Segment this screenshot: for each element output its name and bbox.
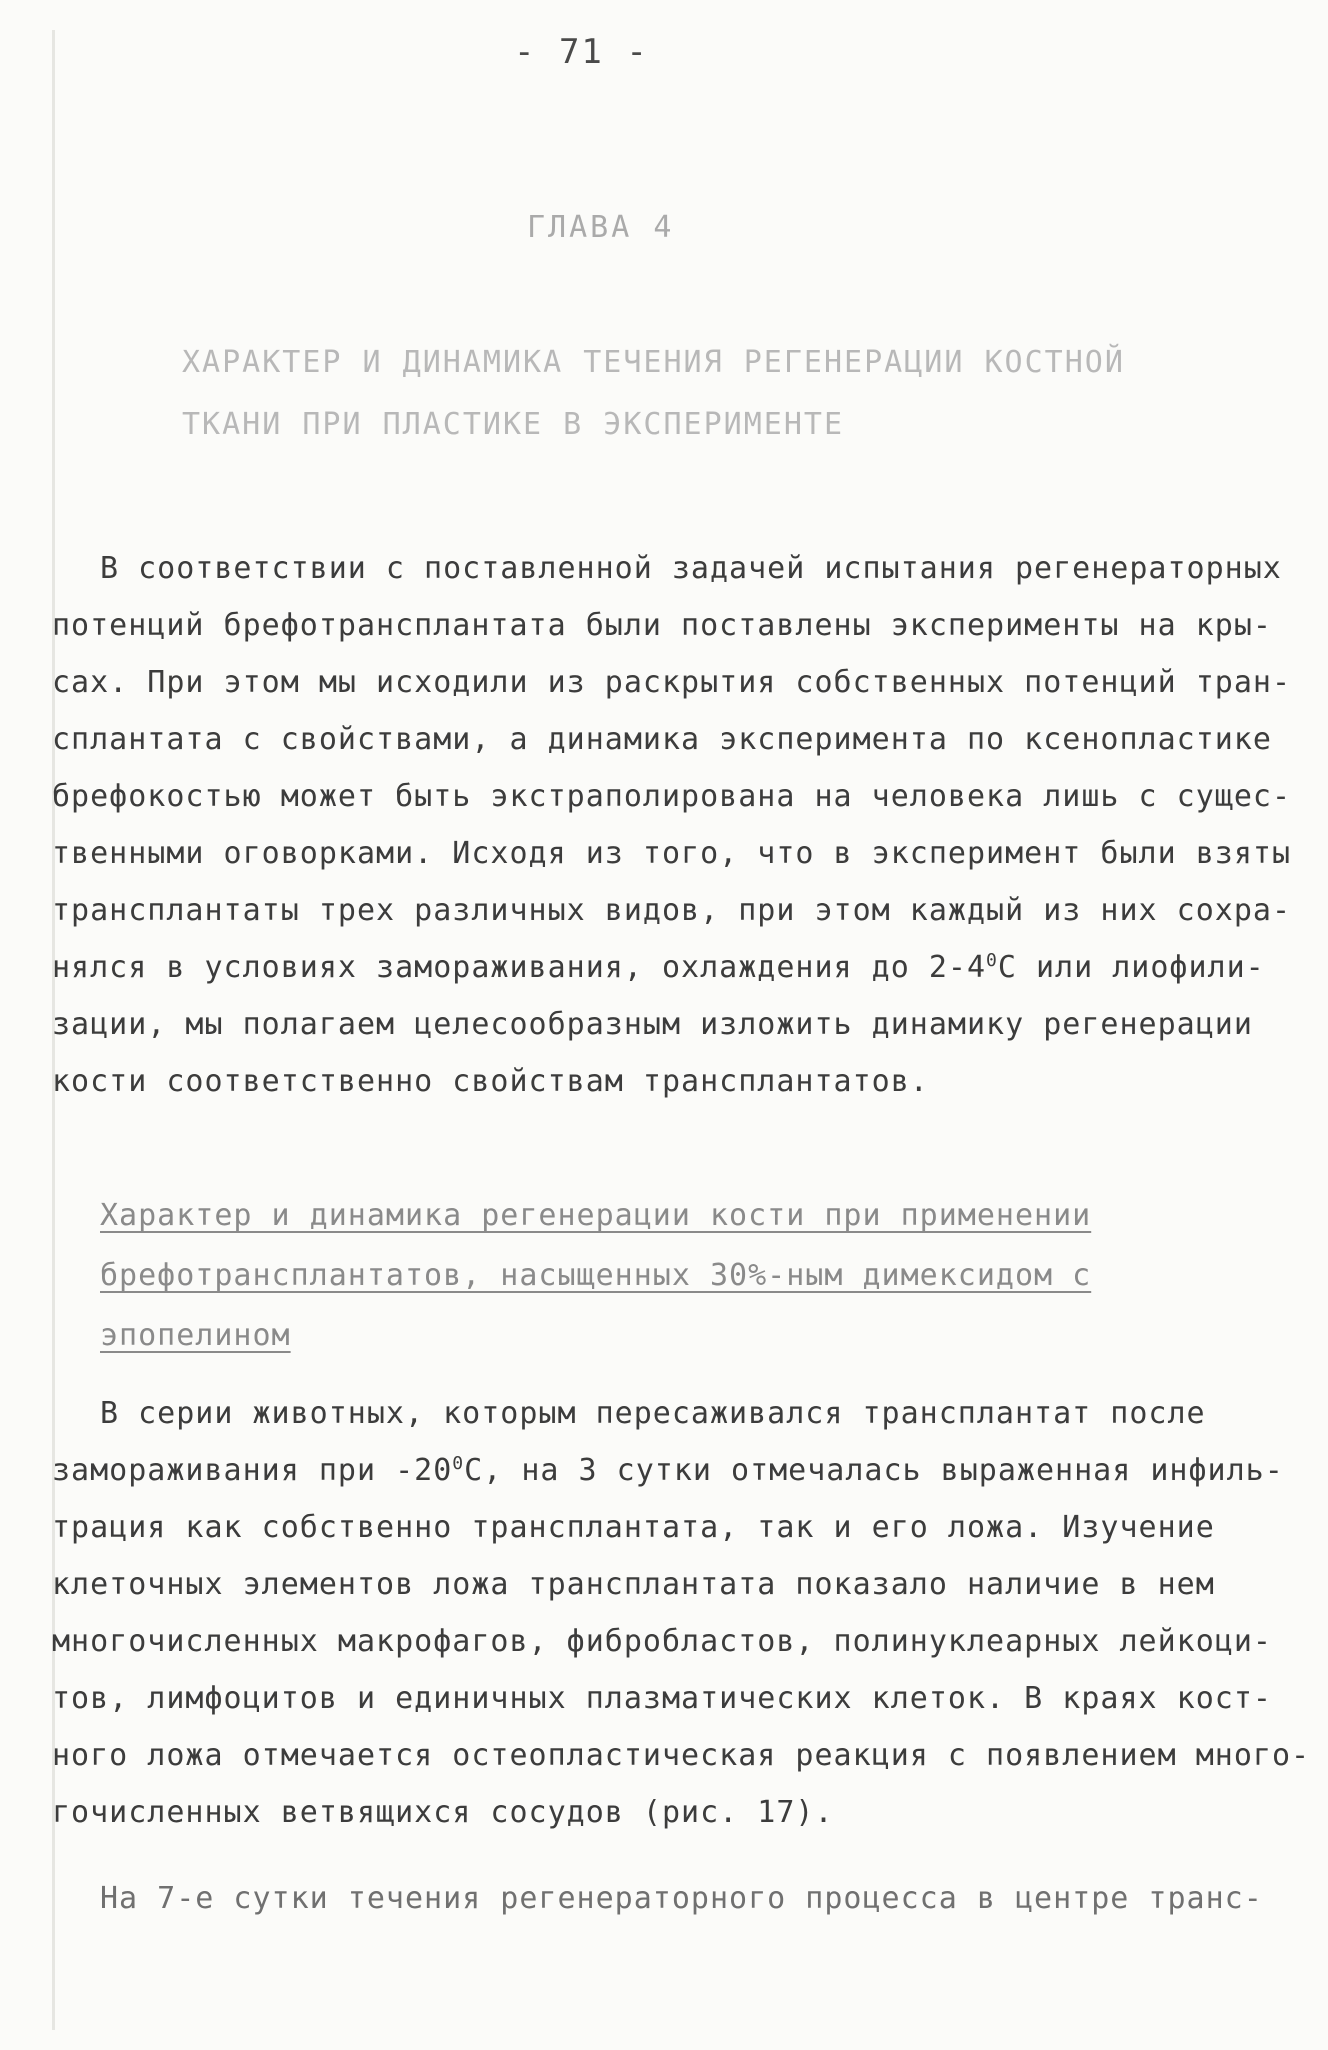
text-line: В серии животных, которым пересаживался трансплантат после	[100, 1396, 1206, 1431]
degree-superscript: 0	[452, 1453, 465, 1474]
text-line: тов, лимфоцитов и единичных плазматических клеток. В краях кост-	[52, 1681, 1272, 1716]
section-heading-line	[100, 1306, 1091, 1366]
section-heading-text: эпопелином	[100, 1318, 291, 1353]
page-number: - 71 -	[514, 32, 649, 72]
text-line: сплантата с свойствами, а динамика эксперимента по ксенопластике	[52, 722, 1272, 757]
text-fragment: С, на 3 сутки отмечалась выраженная инфиль-	[464, 1453, 1284, 1488]
chapter-label: ГЛАВА 4	[527, 210, 675, 245]
text-line: ного ложа отмечается остеопластическая реакция с появлением много-	[52, 1738, 1311, 1773]
document-page	[52, 0, 1311, 2050]
text-line: сах. При этом мы исходили из раскрытия собственных потенций тран-	[52, 665, 1291, 700]
section-heading-line	[100, 1246, 1091, 1306]
chapter-title	[182, 332, 1182, 456]
section-heading-text: брефотрансплантатов, насыщенных 30%-ным димексидом с	[100, 1258, 1092, 1293]
text-line: В соответствии с поставленной задачей испытания регенераторных	[100, 551, 1282, 586]
paragraph-2	[52, 1385, 1311, 1841]
text-line: зации, мы полагаем целесообразным изложить динамику регенерации	[52, 1007, 1253, 1042]
chapter-title-line: ХАРАКТЕР И ДИНАМИКА ТЕЧЕНИЯ РЕГЕНЕРАЦИИ КОСТНОЙ	[182, 345, 1125, 380]
text-fragment: С или лиофили-	[997, 950, 1265, 985]
text-fragment: замораживания при -20	[52, 1453, 453, 1488]
text-line: кости соответственно свойствам трансплантатов.	[52, 1064, 929, 1099]
degree-superscript: 0	[986, 950, 998, 971]
section-heading-text: Характер и динамика регенерации кости при применении	[100, 1198, 1092, 1233]
section-heading	[100, 1186, 1091, 1366]
text-line: трация как собственно трансплантата, так и его ложа. Изучение	[52, 1510, 1215, 1545]
text-line: На 7-е сутки течения регенераторного процесса в центре транс-	[100, 1881, 1263, 1916]
text-line: твенными оговорками. Исходя из того, что в эксперимент были взяты	[52, 836, 1291, 871]
text-line: брефокостью может быть экстраполирована на человека лишь с сущес-	[52, 779, 1291, 814]
text-line: гочисленных ветвящихся сосудов (рис. 17).	[52, 1795, 834, 1830]
text-fragment: нялся в условиях замораживания, охлаждения до 2-4	[52, 950, 987, 985]
text-line: трансплантаты трех различных видов, при этом каждый из них сохра-	[52, 893, 1291, 928]
text-line	[52, 1442, 1282, 1499]
section-heading-line	[100, 1186, 1091, 1246]
chapter-title-line: ТКАНИ ПРИ ПЛАСТИКЕ В ЭКСПЕРИМЕНТЕ	[182, 407, 845, 442]
text-line	[52, 939, 1282, 996]
paragraph-3	[52, 1870, 1282, 1927]
text-line: потенций брефотрансплантата были поставлены эксперименты на кры-	[52, 608, 1272, 643]
text-line: многочисленных макрофагов, фибробластов, полинуклеарных лейкоци-	[52, 1624, 1272, 1659]
paragraph-1	[52, 540, 1291, 1110]
text-line: клеточных элементов ложа трансплантата показало наличие в нем	[52, 1567, 1215, 1602]
